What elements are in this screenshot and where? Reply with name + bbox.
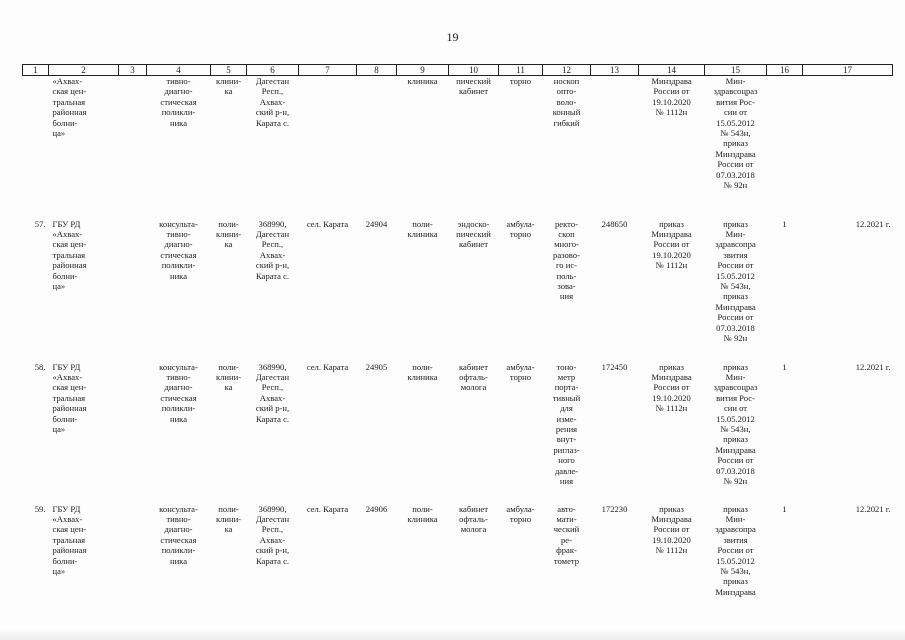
care-mode: амбула- торно <box>506 218 535 239</box>
row-number: 59. <box>34 503 46 514</box>
unit-type: поли- клиника <box>407 361 438 382</box>
equipment-code: 248650 <box>601 218 628 229</box>
column-header: 12 <box>543 65 591 76</box>
address: 368990, Дагестан Респ., Ахвах- ский р-н, Карата с. <box>255 361 290 424</box>
page-number: 19 <box>446 30 459 44</box>
cell-col3 <box>119 501 147 613</box>
order-reference: Минздрава России от 19.10.2020 № 1112н <box>651 76 692 118</box>
cell-col3 <box>119 76 147 216</box>
facility-type: клини- ка <box>215 76 242 97</box>
cabinet: эндоско- пический кабинет <box>456 218 491 250</box>
quantity: 1 <box>782 218 787 229</box>
deadline <box>803 76 893 216</box>
deadline: 12.2021 г. <box>855 503 891 514</box>
equipment-code <box>591 76 639 216</box>
equipment-table <box>22 64 893 613</box>
address: 368990, Дагестан Респ., Ахвах- ский р-н, Карата с. <box>255 503 290 566</box>
column-header: 6 <box>247 65 299 76</box>
organization-name: «Ахвах- ская цен- тральная районная болни- ца» <box>52 76 87 139</box>
unit-type: клиника <box>407 76 438 86</box>
deadline: 12.2021 г. <box>855 361 891 372</box>
column-header: 5 <box>211 65 247 76</box>
cell-col3 <box>119 359 147 501</box>
column-header: 17 <box>803 65 893 76</box>
unit-type: поли- клиника <box>407 503 438 524</box>
column-header: 7 <box>299 65 357 76</box>
column-header: 9 <box>397 65 449 76</box>
organization-name: ГБУ РД «Ахвах- ская цен- тральная районная болни- ца» <box>52 218 87 291</box>
subdivision: тивно- диагно- стическая поликли- ника <box>160 76 197 128</box>
equipment-name: авто- мати- ческий ре- фрак- тометр <box>553 503 580 566</box>
table-row <box>23 76 893 216</box>
column-header: 8 <box>357 65 397 76</box>
equipment-name: тоно- метр порта- тивный для изме- рения внут- риглаз- ного давле- ния <box>552 361 581 486</box>
locality: сел. Карата <box>306 503 349 514</box>
code <box>357 76 397 216</box>
cell-col3 <box>119 216 147 359</box>
quantity <box>767 76 803 216</box>
column-number-row <box>23 65 893 76</box>
cabinet: кабинет офталь- молога <box>459 503 488 535</box>
subdivision: консульта- тивно- диагно- стическая поликли- ника <box>159 361 198 424</box>
address: 368990, Дагестан Респ., Ахвах- ский р-н, Карата с. <box>255 218 290 281</box>
organization-name: ГБУ РД «Ахвах- ская цен- тральная районная болни- ца» <box>52 503 87 576</box>
column-header: 11 <box>499 65 543 76</box>
locality: сел. Карата <box>306 218 349 229</box>
column-header: 10 <box>449 65 499 76</box>
column-header: 16 <box>767 65 803 76</box>
order-reference: приказ Минздрава России от 19.10.2020 № 1112н <box>651 503 692 556</box>
facility-type: поли- клини- ка <box>215 218 242 250</box>
table-row <box>23 501 893 613</box>
standard-reference: приказ Мин- здравсопра звития России от 15.05.2012 № 543н, приказ Минздрава <box>715 503 756 597</box>
table-row <box>23 216 893 359</box>
row-number: 57. <box>34 218 46 229</box>
equipment-code: 172230 <box>601 503 628 514</box>
cabinet: кабинет офталь- молога <box>459 361 488 393</box>
address: Дагестан Респ., Ахвах- ский р-н, Карата с. <box>255 76 290 128</box>
locality: сел. Карата <box>306 361 349 372</box>
standard-reference: приказ Мин- здравсопра звития России от 15.05.2012 № 543н, приказ Минздрава России от 07.03.2018 № 92н <box>715 218 756 343</box>
order-reference: приказ Минздрава России от 19.10.2020 № 1112н <box>651 218 692 271</box>
equipment-name: ректо- скоп много- разово- го ис- поль- зова- ния <box>553 218 580 302</box>
scan-edge <box>0 628 905 640</box>
column-header: 2 <box>49 65 119 76</box>
column-header: 13 <box>591 65 639 76</box>
column-header: 14 <box>639 65 705 76</box>
code: 24905 <box>365 361 388 372</box>
order-reference: приказ Минздрава России от 19.10.2020 № 1112н <box>651 361 692 414</box>
unit-type: поли- клиника <box>407 218 438 239</box>
care-mode: амбула- торно <box>506 503 535 524</box>
equipment-name: носкоп опто- воло- конный гибкий <box>552 76 581 128</box>
column-header: 1 <box>23 65 49 76</box>
quantity: 1 <box>782 361 787 372</box>
facility-type: поли- клини- ка <box>215 503 242 535</box>
table-row <box>23 359 893 501</box>
locality <box>299 76 357 216</box>
standard-reference: Мин- здравсоцраз вития Рос- сии от 15.05.2012 № 543н, приказ Минздрава России от 07.03.2018 № 92н <box>713 76 758 191</box>
row-number: 58. <box>34 361 46 372</box>
quantity: 1 <box>782 503 787 514</box>
code: 24904 <box>365 218 388 229</box>
subdivision: консульта- тивно- диагно- стическая поликли- ника <box>159 503 198 566</box>
column-header: 3 <box>119 65 147 76</box>
subdivision: консульта- тивно- диагно- стическая поликли- ника <box>159 218 198 281</box>
standard-reference: приказ Мин- здравсоцраз вития Рос- сии от 15.05.2012 № 543н, приказ Минздрава России от 07.03.2018 № 92н <box>713 361 758 486</box>
equipment-code: 172450 <box>601 361 628 372</box>
row-number <box>23 76 49 216</box>
code: 24906 <box>365 503 388 514</box>
care-mode: торно <box>509 76 532 86</box>
column-header: 4 <box>147 65 211 76</box>
deadline: 12.2021 г. <box>855 218 891 229</box>
cabinet: пический кабинет <box>456 76 491 97</box>
care-mode: амбула- торно <box>506 361 535 382</box>
facility-type: поли- клини- ка <box>215 361 242 393</box>
organization-name: ГБУ РД «Ахвах- ская цен- тральная районная болни- ца» <box>52 361 87 434</box>
column-header: 15 <box>705 65 767 76</box>
